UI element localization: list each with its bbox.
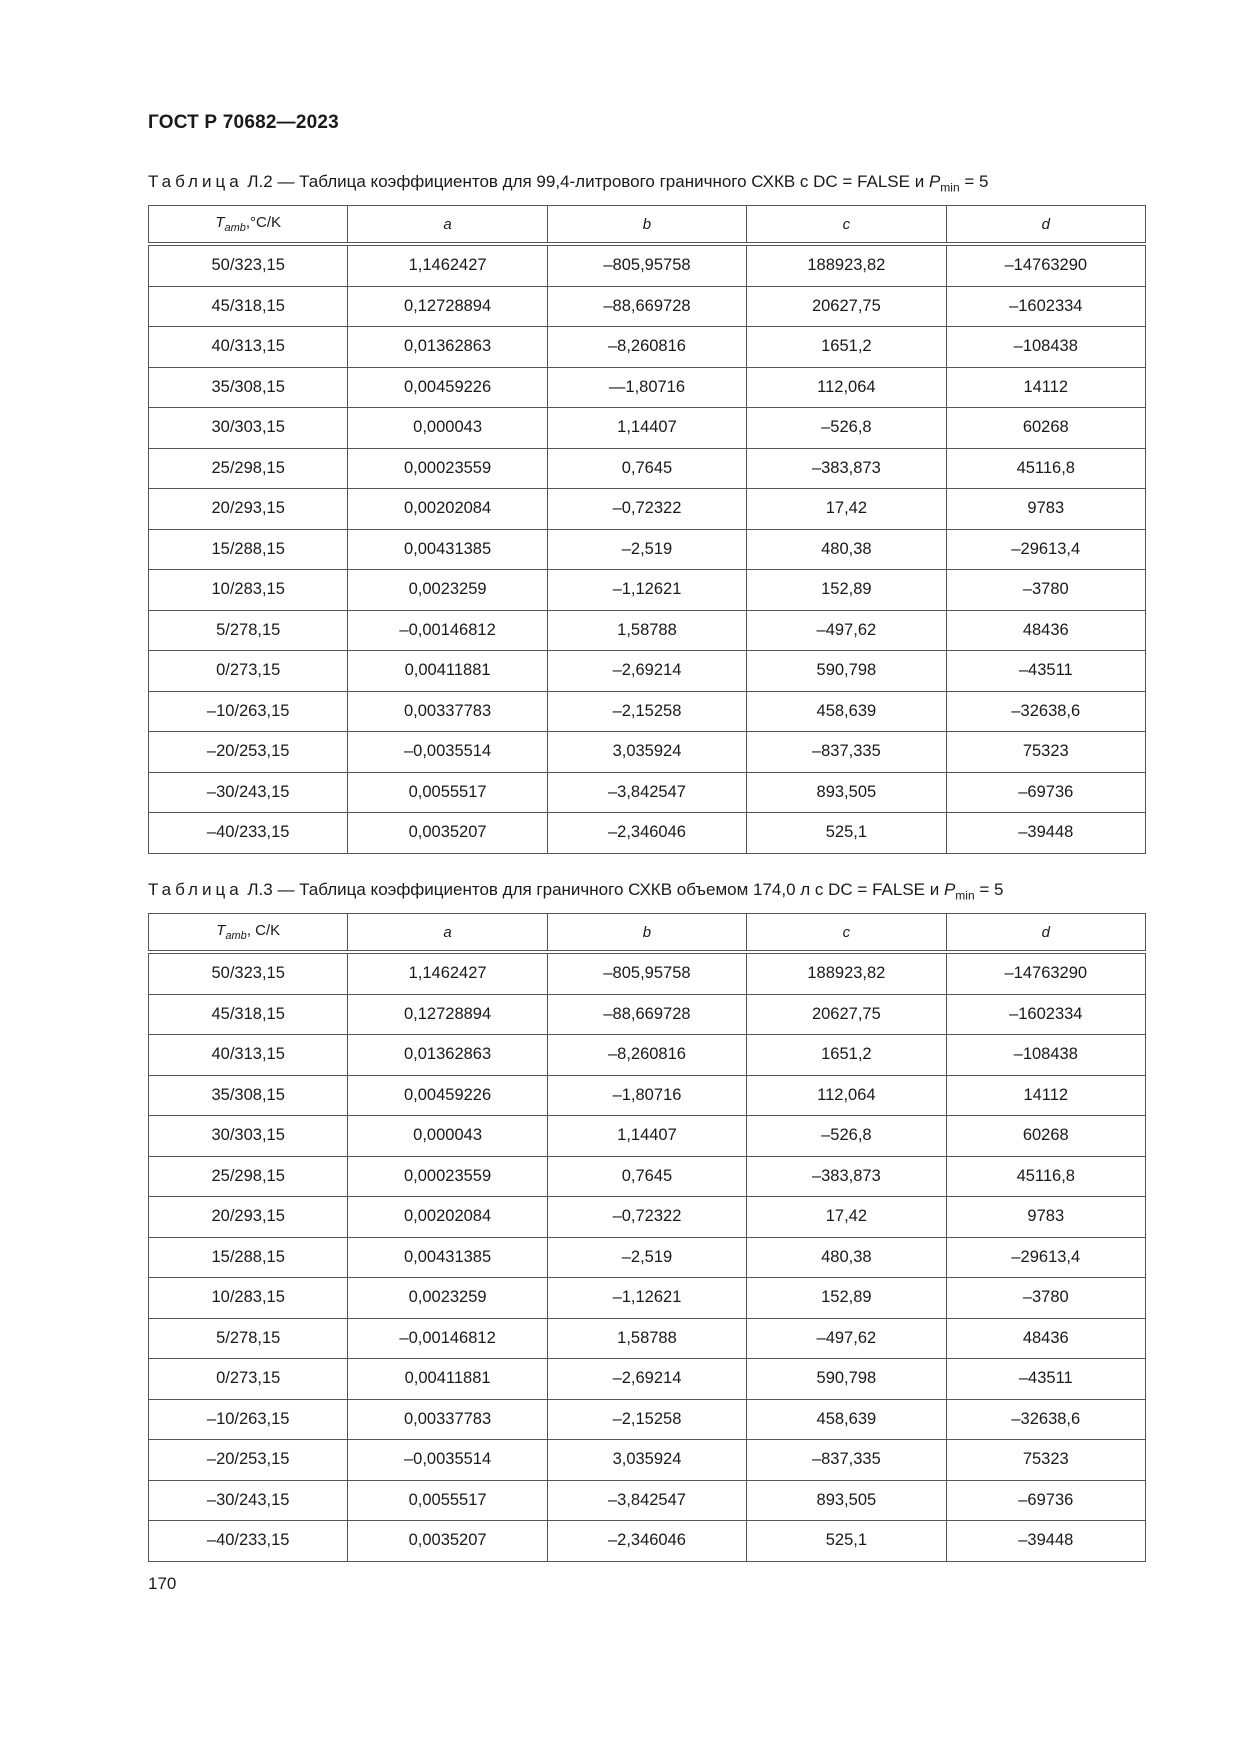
table-cell: –10/263,15: [149, 1399, 348, 1440]
table-cell: –108438: [946, 1035, 1145, 1076]
table-cell: –2,519: [547, 529, 746, 570]
table-row: [149, 1480, 1146, 1521]
table-cell: 9783: [946, 1197, 1145, 1238]
table-cell: 45/318,15: [149, 994, 348, 1035]
table-cell: –14763290: [946, 244, 1145, 286]
table-cell: 525,1: [747, 813, 946, 854]
table-cell: 0,00459226: [348, 1075, 547, 1116]
table-cell: 20627,75: [747, 994, 946, 1035]
table-cell: 14112: [946, 1075, 1145, 1116]
table-row: [149, 1399, 1146, 1440]
table-cell: –88,669728: [547, 994, 746, 1035]
table-cell: 0,0023259: [348, 570, 547, 611]
table-row: [149, 610, 1146, 651]
column-header-b: b: [547, 914, 746, 953]
table-cell: 0,12728894: [348, 286, 547, 327]
tamb-unit: , C/K: [246, 922, 281, 939]
table-cell: 0,0055517: [348, 772, 547, 813]
column-header-c: c: [747, 206, 946, 245]
table-cell: –30/243,15: [149, 1480, 348, 1521]
table-cell: 0,00023559: [348, 1156, 547, 1197]
table-cell: –1602334: [946, 286, 1145, 327]
document-header: ГОСТ Р 70682—2023: [148, 112, 339, 133]
column-header-tamb: [149, 206, 348, 245]
column-header-d: d: [946, 206, 1145, 245]
table-cell: 20627,75: [747, 286, 946, 327]
column-header-c: c: [747, 914, 946, 953]
table-cell: –69736: [946, 772, 1145, 813]
table-cell: –0,0035514: [348, 1440, 547, 1481]
table-cell: 5/278,15: [149, 1318, 348, 1359]
table-row: [149, 994, 1146, 1035]
table-cell: –497,62: [747, 1318, 946, 1359]
table-row: [149, 448, 1146, 489]
table-cell: 40/313,15: [149, 327, 348, 368]
table-cell: –497,62: [747, 610, 946, 651]
table-cell: –40/233,15: [149, 813, 348, 854]
table-row: [149, 1197, 1146, 1238]
table-cell: 1,1462427: [348, 244, 547, 286]
table-cell: 0,00337783: [348, 691, 547, 732]
table-cell: –88,669728: [547, 286, 746, 327]
table-cell: –40/233,15: [149, 1521, 348, 1562]
table-cell: 48436: [946, 1318, 1145, 1359]
table-cell: 188923,82: [747, 244, 946, 286]
table-cell: –2,69214: [547, 1359, 746, 1400]
table-cell: 1,1462427: [348, 952, 547, 994]
table-row: [149, 529, 1146, 570]
table-row: [149, 570, 1146, 611]
table-cell: 0,01362863: [348, 1035, 547, 1076]
table-row: [149, 1521, 1146, 1562]
table-cell: 0,00023559: [348, 448, 547, 489]
table-row: [149, 367, 1146, 408]
table-cell: 75323: [946, 732, 1145, 773]
caption-number: Л.2: [247, 172, 273, 191]
table-cell: –2,69214: [547, 651, 746, 692]
header-row: [149, 206, 1146, 245]
table-cell: 30/303,15: [149, 408, 348, 449]
table-cell: –3780: [946, 570, 1145, 611]
p-subscript: min: [955, 888, 975, 903]
tamb-unit: ,°C/K: [245, 214, 282, 231]
table-cell: –8,260816: [547, 327, 746, 368]
table-cell: 0,00337783: [348, 1399, 547, 1440]
table-cell: 590,798: [747, 651, 946, 692]
p-symbol: P: [943, 880, 956, 899]
table-cell: –3,842547: [547, 772, 746, 813]
caption-number: Л.3: [247, 880, 273, 899]
table-cell: –29613,4: [946, 1237, 1145, 1278]
table-cell: –1,12621: [547, 570, 746, 611]
table-cell: 75323: [946, 1440, 1145, 1481]
header-row: [149, 914, 1146, 953]
table-cell: 1651,2: [747, 327, 946, 368]
column-header-a: a: [348, 914, 547, 953]
table-cell: –3,842547: [547, 1480, 746, 1521]
table-cell: –383,873: [747, 448, 946, 489]
caption-label: Таблица: [148, 880, 243, 899]
table-cell: –39448: [946, 813, 1145, 854]
table-cell: –2,346046: [547, 813, 746, 854]
table-cell: 0,00431385: [348, 1237, 547, 1278]
table-row: [149, 1359, 1146, 1400]
table-row: [149, 1278, 1146, 1319]
table-cell: 1,14407: [547, 1116, 746, 1157]
table-cell: 0/273,15: [149, 651, 348, 692]
table-cell: –0,72322: [547, 1197, 746, 1238]
table-cell: 480,38: [747, 1237, 946, 1278]
table-cell: –526,8: [747, 1116, 946, 1157]
tamb-subscript: amb: [224, 222, 246, 234]
table-cell: –1,12621: [547, 1278, 746, 1319]
table-cell: 525,1: [747, 1521, 946, 1562]
table-cell: 0,0055517: [348, 1480, 547, 1521]
table-cell: 112,064: [747, 1075, 946, 1116]
table-cell: 50/323,15: [149, 952, 348, 994]
table-cell: –8,260816: [547, 1035, 746, 1076]
table-cell: –1,80716: [547, 1075, 746, 1116]
table-caption-l3: [148, 880, 1003, 902]
table-cell: –526,8: [747, 408, 946, 449]
table-cell: –108438: [946, 327, 1145, 368]
table-cell: 45116,8: [946, 1156, 1145, 1197]
tamb-subscript: amb: [225, 930, 247, 942]
table-row: [149, 408, 1146, 449]
table-row: [149, 732, 1146, 773]
p-value: = 5: [959, 172, 989, 191]
table-cell: 20/293,15: [149, 489, 348, 530]
table-cell: 5/278,15: [149, 610, 348, 651]
table-cell: 0,00202084: [348, 489, 547, 530]
table-cell: –383,873: [747, 1156, 946, 1197]
table-cell: –69736: [946, 1480, 1145, 1521]
table-cell: 25/298,15: [149, 448, 348, 489]
table-cell: 25/298,15: [149, 1156, 348, 1197]
tamb-symbol: T: [216, 922, 226, 939]
table-cell: 1,58788: [547, 1318, 746, 1359]
table-cell: –2,15258: [547, 1399, 746, 1440]
p-subscript: min: [940, 180, 960, 195]
column-header-d: d: [946, 914, 1145, 953]
table-row: [149, 1318, 1146, 1359]
table-cell: 0,12728894: [348, 994, 547, 1035]
caption-title: — Таблица коэффициентов для граничного СХКВ объемом 174,0 л с DC = FALSE и: [272, 880, 944, 899]
table-cell: 60268: [946, 408, 1145, 449]
table-cell: –837,335: [747, 1440, 946, 1481]
table-cell: 15/288,15: [149, 529, 348, 570]
table-cell: –32638,6: [946, 691, 1145, 732]
table-cell: 35/308,15: [149, 367, 348, 408]
table-cell: 590,798: [747, 1359, 946, 1400]
table-cell: 0,00411881: [348, 1359, 547, 1400]
table-cell: 0/273,15: [149, 1359, 348, 1400]
table-cell: –0,72322: [547, 489, 746, 530]
table-row: [149, 691, 1146, 732]
table-cell: –43511: [946, 651, 1145, 692]
table-cell: –2,519: [547, 1237, 746, 1278]
table-cell: 893,505: [747, 1480, 946, 1521]
table-cell: 48436: [946, 610, 1145, 651]
table-cell: 188923,82: [747, 952, 946, 994]
table-row: [149, 1075, 1146, 1116]
column-header-tamb: [149, 914, 348, 953]
table-cell: 14112: [946, 367, 1145, 408]
table-cell: –30/243,15: [149, 772, 348, 813]
table-cell: 3,035924: [547, 1440, 746, 1481]
table-cell: 0,01362863: [348, 327, 547, 368]
table-cell: –29613,4: [946, 529, 1145, 570]
table-row: [149, 1035, 1146, 1076]
tamb-symbol: T: [215, 214, 225, 231]
table-cell: 0,00411881: [348, 651, 547, 692]
page-number: 170: [148, 1574, 177, 1593]
table-cell: 0,7645: [547, 1156, 746, 1197]
table-cell: 15/288,15: [149, 1237, 348, 1278]
table-row: [149, 1237, 1146, 1278]
table-row: [149, 952, 1146, 994]
table-row: [149, 489, 1146, 530]
table-cell: 0,0023259: [348, 1278, 547, 1319]
table-cell: 0,00202084: [348, 1197, 547, 1238]
table-row: [149, 651, 1146, 692]
table-row: [149, 772, 1146, 813]
table-cell: 45/318,15: [149, 286, 348, 327]
table-cell: 10/283,15: [149, 570, 348, 611]
table-row: [149, 1156, 1146, 1197]
table-cell: –20/253,15: [149, 732, 348, 773]
table-cell: –39448: [946, 1521, 1145, 1562]
table-cell: –837,335: [747, 732, 946, 773]
table-cell: –0,00146812: [348, 1318, 547, 1359]
table-cell: –0,0035514: [348, 732, 547, 773]
coefficient-table-l2: [148, 205, 1146, 854]
table-cell: 0,7645: [547, 448, 746, 489]
column-header-a: a: [348, 206, 547, 245]
table-cell: –2,346046: [547, 1521, 746, 1562]
table-cell: 0,000043: [348, 1116, 547, 1157]
table-cell: 152,89: [747, 1278, 946, 1319]
table-cell: 1,58788: [547, 610, 746, 651]
table-cell: 0,00431385: [348, 529, 547, 570]
table-cell: 458,639: [747, 691, 946, 732]
table-cell: –10/263,15: [149, 691, 348, 732]
table-cell: 0,0035207: [348, 1521, 547, 1562]
table-cell: 60268: [946, 1116, 1145, 1157]
table-cell: –2,15258: [547, 691, 746, 732]
caption-title: — Таблица коэффициентов для 99,4-литрового граничного СХКВ с DC = FALSE и: [272, 172, 929, 191]
table-cell: –14763290: [946, 952, 1145, 994]
table-cell: 0,000043: [348, 408, 547, 449]
table-cell: 0,00459226: [348, 367, 547, 408]
column-header-b: b: [547, 206, 746, 245]
table-cell: —1,80716: [547, 367, 746, 408]
table-row: [149, 286, 1146, 327]
table-row: [149, 1440, 1146, 1481]
table-cell: 20/293,15: [149, 1197, 348, 1238]
table-cell: 40/313,15: [149, 1035, 348, 1076]
table-caption-l2: [148, 172, 988, 194]
table-cell: 1651,2: [747, 1035, 946, 1076]
table-row: [149, 327, 1146, 368]
table-cell: 17,42: [747, 489, 946, 530]
table-cell: –805,95758: [547, 952, 746, 994]
table-cell: 0,0035207: [348, 813, 547, 854]
table-cell: 112,064: [747, 367, 946, 408]
table-cell: 35/308,15: [149, 1075, 348, 1116]
coefficient-table-l3: [148, 913, 1146, 1562]
table-cell: –805,95758: [547, 244, 746, 286]
p-symbol: P: [928, 172, 941, 191]
table-cell: –20/253,15: [149, 1440, 348, 1481]
table-cell: 10/283,15: [149, 1278, 348, 1319]
p-value: = 5: [974, 880, 1004, 899]
table-cell: 30/303,15: [149, 1116, 348, 1157]
table-cell: –1602334: [946, 994, 1145, 1035]
caption-label: Таблица: [148, 172, 243, 191]
table-row: [149, 1116, 1146, 1157]
table-cell: 17,42: [747, 1197, 946, 1238]
table-cell: –0,00146812: [348, 610, 547, 651]
table-cell: –32638,6: [946, 1399, 1145, 1440]
table-cell: 50/323,15: [149, 244, 348, 286]
table-cell: 152,89: [747, 570, 946, 611]
table-cell: 480,38: [747, 529, 946, 570]
table-cell: 3,035924: [547, 732, 746, 773]
table-cell: 9783: [946, 489, 1145, 530]
table-row: [149, 244, 1146, 286]
table-cell: 458,639: [747, 1399, 946, 1440]
table-cell: 893,505: [747, 772, 946, 813]
table-cell: –3780: [946, 1278, 1145, 1319]
table-cell: –43511: [946, 1359, 1145, 1400]
table-cell: 45116,8: [946, 448, 1145, 489]
table-row: [149, 813, 1146, 854]
table-cell: 1,14407: [547, 408, 746, 449]
